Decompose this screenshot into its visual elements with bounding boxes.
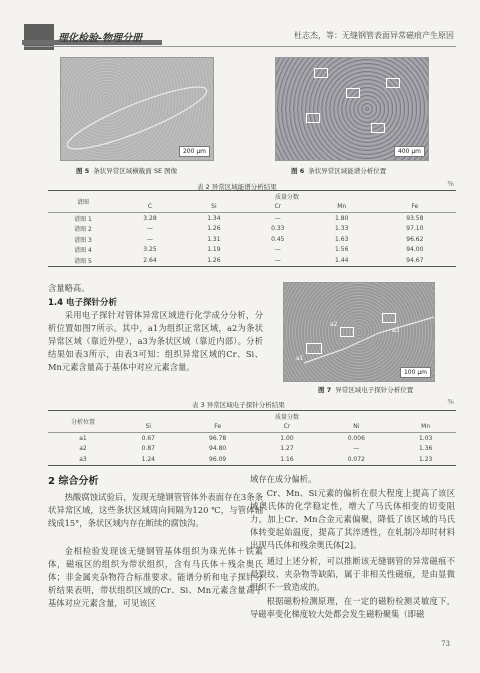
- table-cell: 1.03: [418, 434, 433, 442]
- table-cell: 1.16: [280, 455, 294, 463]
- table2-column-header: Si: [211, 203, 217, 211]
- table-cell: —: [274, 246, 281, 254]
- section-1-4-heading: 1.4 电子探针分析: [48, 298, 118, 308]
- table-cell: 96.78: [209, 434, 227, 442]
- section-2-paragraph-2: 金相检验发现该无缝钢管基体组织为珠光体＋铁素体，磁痕区的组织为带状组织，含有马氏体＋残余奥氏体；非金属夹杂物符合标准要求。能谱分析和电子探针分析结果表明，带状组织区域的Cr、Si、Mn元素含量高于基体对应元素含量，可见该区: [48, 546, 263, 608]
- table-cell: 1.27: [280, 445, 294, 453]
- table-cell: 1.34: [207, 214, 221, 222]
- table-cell: 2.64: [143, 256, 157, 264]
- table3-group-header: 质量分数: [274, 413, 299, 421]
- fig7-label-a2: a2: [330, 321, 338, 328]
- fig7-marker-a1: [306, 343, 322, 354]
- table-cell: 97.10: [406, 225, 424, 233]
- table2-column-header: Cr: [274, 203, 282, 211]
- journal-name: 理化检验-物理分册: [58, 33, 143, 44]
- table2-column-header: Fe: [411, 203, 419, 211]
- table2-column-header: C: [147, 203, 153, 211]
- table-cell: —: [146, 235, 153, 243]
- table-cell: 96.09: [209, 455, 227, 463]
- fig6-spectrum-marker: [386, 78, 400, 88]
- table3-column-header: Mn: [421, 423, 431, 431]
- table-cell: a3: [79, 455, 87, 463]
- table-cell: 1.36: [418, 445, 433, 453]
- table3: [48, 410, 456, 466]
- table-cell: 1.80: [335, 214, 349, 222]
- table3-row-header: 分析位置: [48, 411, 118, 433]
- table-cell: 0.45: [271, 235, 285, 243]
- table3-column-header: Cr: [283, 423, 291, 431]
- section-2-heading: 2 综合分析: [48, 476, 99, 487]
- table-row: [48, 245, 456, 256]
- table3-unit: %: [447, 398, 454, 406]
- table-cell: 93.58: [406, 214, 424, 222]
- table-cell: 0.87: [141, 445, 155, 453]
- table-cell: 0.67: [141, 434, 155, 442]
- table-cell: 1.24: [141, 455, 155, 463]
- table-cell: 94.80: [209, 445, 227, 453]
- table-cell: 1.23: [418, 455, 433, 463]
- table3-column-header: Si: [145, 423, 152, 431]
- table-cell: 1.44: [335, 256, 349, 264]
- header-rule: [24, 46, 456, 47]
- table-cell: 0.006: [347, 434, 365, 442]
- table-cell: —: [274, 214, 281, 222]
- table2-unit: %: [447, 180, 454, 188]
- table-cell: —: [146, 225, 153, 233]
- fig5-caption: 图 5 条状异常区域横截面 SE 图像: [76, 167, 178, 175]
- running-title: 杜志杰，等：无缝钢管表面异常磁痕产生原因: [294, 31, 454, 40]
- section-2-paragraph-6: 根据磁粉检测原理，在一定的磁粉检测灵敏度下，导磁率变化梯度较大处都会发生磁粉聚集（即磁: [250, 596, 455, 619]
- continuation-text: 含量略高。: [48, 283, 90, 293]
- table-row: [48, 433, 456, 444]
- table-cell: 谱图 4: [74, 247, 92, 255]
- fig5-image: [60, 57, 214, 161]
- fig7-marker-a3: [382, 313, 396, 323]
- section-1-4-paragraph: 采用电子探针对管体异常区域进行化学成分分析，分析位置如图7所示。其中，a1为组织正常区域，a2为条状异常区域（靠近外壁），a3为条状区域（靠近内部）。分析结果如表3所示，由表3可知：组织异常区域的Cr、Si、Mn元素含量高于基体中对应元素含量。: [48, 310, 263, 372]
- fig6-scale-bar: 400 μm: [394, 146, 425, 157]
- table-cell: 1.56: [335, 246, 349, 254]
- fig6-caption: 图 6 条状异常区域能谱分析位置: [291, 167, 387, 175]
- fig7-caption: 图 7 异常区域电子探针分析位置: [318, 386, 414, 394]
- table-cell: 谱图 3: [74, 236, 92, 244]
- table2-row-header: 谱图: [48, 191, 118, 213]
- table-cell: 0.072: [347, 455, 365, 463]
- fig7-marker-a2: [340, 327, 354, 337]
- table-cell: 谱图 2: [74, 226, 92, 234]
- table-cell: 0.33: [271, 225, 285, 233]
- table-cell: 96.62: [406, 235, 424, 243]
- table-cell: a1: [79, 434, 87, 442]
- table-row: [48, 224, 456, 235]
- section-2-continuation: 域存在成分偏析。: [250, 474, 317, 484]
- table-cell: 3.25: [143, 246, 157, 254]
- table3-caption: 表 3 异常区域电子探针分析结果: [192, 401, 285, 409]
- table2-caption: 表 2 异常区域能谱分析结果: [197, 183, 277, 191]
- table-cell: 1.19: [207, 246, 221, 254]
- table-cell: 谱图 1: [74, 215, 92, 223]
- fig6-spectrum-marker: [306, 113, 320, 123]
- fig6-spectrum-marker: [314, 68, 328, 78]
- table-row: [48, 454, 456, 465]
- fig6-image: [275, 57, 429, 161]
- section-2-paragraph-1: 热酸腐蚀试验后，发现无缝钢管管体外表面存在3条条状异常区域，这些条状区域周向间隔为120 ℃，与管体轴线成15°，条状区域内存在断续的腐蚀沟。: [48, 492, 263, 528]
- table-row: [48, 213, 456, 224]
- table-cell: 1.31: [207, 235, 221, 243]
- table-row: [48, 234, 456, 245]
- table-cell: 94.00: [406, 246, 424, 254]
- table-row: [48, 444, 456, 455]
- section-2-paragraph-5: 通过上述分析，可以推断该无缝钢管的异常磁痕不是裂纹、夹杂物等缺陷，属于非相关性磁痕，是由显微组织不一致造成的。: [250, 556, 455, 592]
- table-cell: 1.26: [207, 256, 221, 264]
- fig7-scale-bar: 100 μm: [400, 367, 431, 378]
- table-cell: —: [274, 256, 281, 264]
- table3-column-header: Ni: [353, 423, 360, 431]
- table-cell: 94.67: [406, 256, 424, 264]
- table-cell: 1.63: [335, 235, 349, 243]
- table2-column-header: Mn: [337, 203, 347, 211]
- table2: [48, 190, 456, 267]
- fig7-label-a1: a1: [296, 355, 304, 362]
- table-cell: 1.26: [207, 225, 221, 233]
- fig6-spectrum-marker: [371, 123, 385, 133]
- section-2-paragraph-4: Cr、Mn、Si元素的偏析在很大程度上提高了该区域奥氏体的化学稳定性，增大了马氏体相变的切变阻力，加上Cr、Mn合金元素偏聚，降低了该区域的马氏体转变起始温度，提高了其淬透性，在轧制冷却时材料出现马氏体和残余奥氏体[2]。: [250, 488, 455, 550]
- fig6-spectrum-marker: [346, 88, 360, 98]
- fig5-ellipse-outline: [61, 58, 213, 160]
- fig7-image: [283, 282, 435, 382]
- table-cell: —: [353, 445, 360, 453]
- fig5-scale-bar: 200 μm: [179, 146, 210, 157]
- table-cell: 1.00: [280, 434, 294, 442]
- table2-group-header: 质量分数: [274, 193, 299, 201]
- table3-column-header: Fe: [214, 423, 222, 431]
- fig7-label-a3: a3: [392, 327, 400, 334]
- table-cell: 1.33: [335, 225, 349, 233]
- table-cell: 3.28: [143, 214, 157, 222]
- table-cell: a2: [79, 445, 87, 453]
- table-cell: 谱图 5: [74, 257, 92, 265]
- table-row: [48, 255, 456, 266]
- page-number: 73: [441, 640, 450, 648]
